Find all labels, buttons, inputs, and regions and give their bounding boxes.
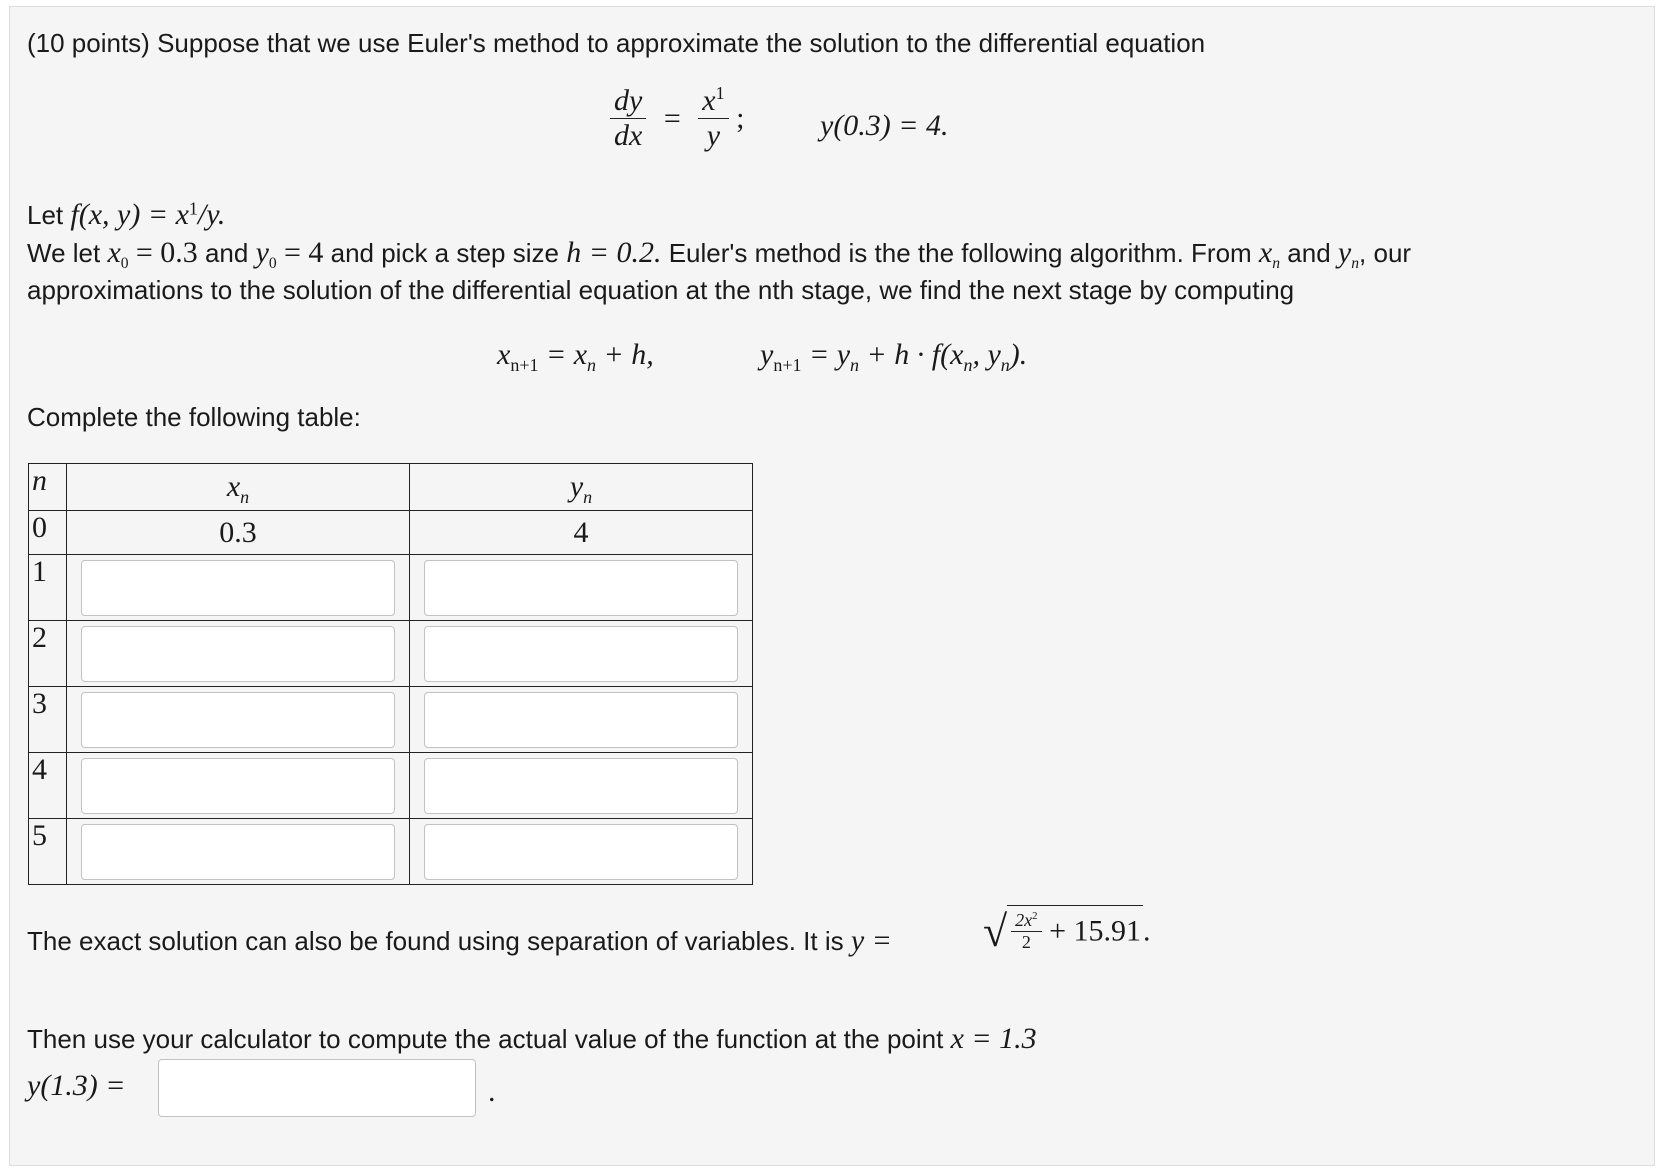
header-xn: $x_n$ [67, 464, 410, 511]
final-period: . [488, 1075, 496, 1108]
row-index: 4 [29, 753, 67, 819]
y2-input[interactable] [424, 626, 738, 682]
initial-condition: y(0.3) = 4. [820, 109, 949, 142]
table-row [29, 555, 753, 621]
row-index: 0 [29, 511, 67, 555]
table-row [29, 511, 753, 555]
sqrt-icon: √ [983, 907, 1008, 956]
row-index: 2 [29, 621, 67, 687]
exact-solution-formula: √ $\frac{2x^2}{2}$ + 15.91. [983, 907, 1151, 956]
x1-input[interactable] [81, 560, 395, 616]
y13-label: y(1.3) = [27, 1069, 126, 1102]
ode-rhs-fraction: $\frac{x^1}{y}$ [698, 84, 728, 153]
f-definition: Let f(x, $y) = x^1/y$. [27, 198, 226, 231]
x-update-formula: $x_{n+1} = x_n + h$, [497, 338, 654, 375]
row-index: 5 [29, 819, 67, 885]
x4-input[interactable] [81, 758, 395, 814]
table-row [29, 753, 753, 819]
setup-line-2: approximations to the solution of the differential equation at the nth stage, we find the next stage by computing [27, 275, 1295, 305]
header-yn: $y_n$ [410, 464, 753, 511]
table-row [29, 687, 753, 753]
x2-input[interactable] [81, 626, 395, 682]
euler-table [28, 463, 753, 885]
row-index: 3 [29, 687, 67, 753]
final-prompt: Then use your calculator to compute the actual value of the function at the point x = 1.3 [27, 1022, 1037, 1055]
table-prompt: Complete the following table: [27, 402, 361, 432]
x0-value: 0.3 [67, 511, 410, 555]
y-update-formula: $y_{n+1} = y_n + h \cdot f(x_n$, $y_n$). [760, 338, 1028, 375]
exact-solution-text: The exact solution can also be found using separation of variables. It is y = [27, 924, 892, 957]
y13-answer-input[interactable] [158, 1059, 476, 1117]
row-index: 1 [29, 555, 67, 621]
y0-value: 4 [410, 511, 753, 555]
ode-lhs-fraction: $\frac{dy}{dx}$ [610, 84, 646, 153]
header-n: n [29, 464, 67, 511]
x3-input[interactable] [81, 692, 395, 748]
ode-equation: $\frac{dy}{dx}$ = $\frac{x^1}{y}$ ; [610, 84, 744, 153]
x5-input[interactable] [81, 824, 395, 880]
table-header-row [29, 464, 753, 511]
y3-input[interactable] [424, 692, 738, 748]
table-row [29, 621, 753, 687]
table-row [29, 819, 753, 885]
y1-input[interactable] [424, 560, 738, 616]
y5-input[interactable] [424, 824, 738, 880]
y4-input[interactable] [424, 758, 738, 814]
setup-line-1: We let $x_0 = 0.3$ and $y_0 = 4$ and pick a step size h = 0.2. Euler's method is the the following algorithm. From $x_n$ and $y_n$, our [27, 236, 1412, 273]
question-intro: (10 points) Suppose that we use Euler's method to approximate the solution to the differential equation [27, 28, 1206, 58]
